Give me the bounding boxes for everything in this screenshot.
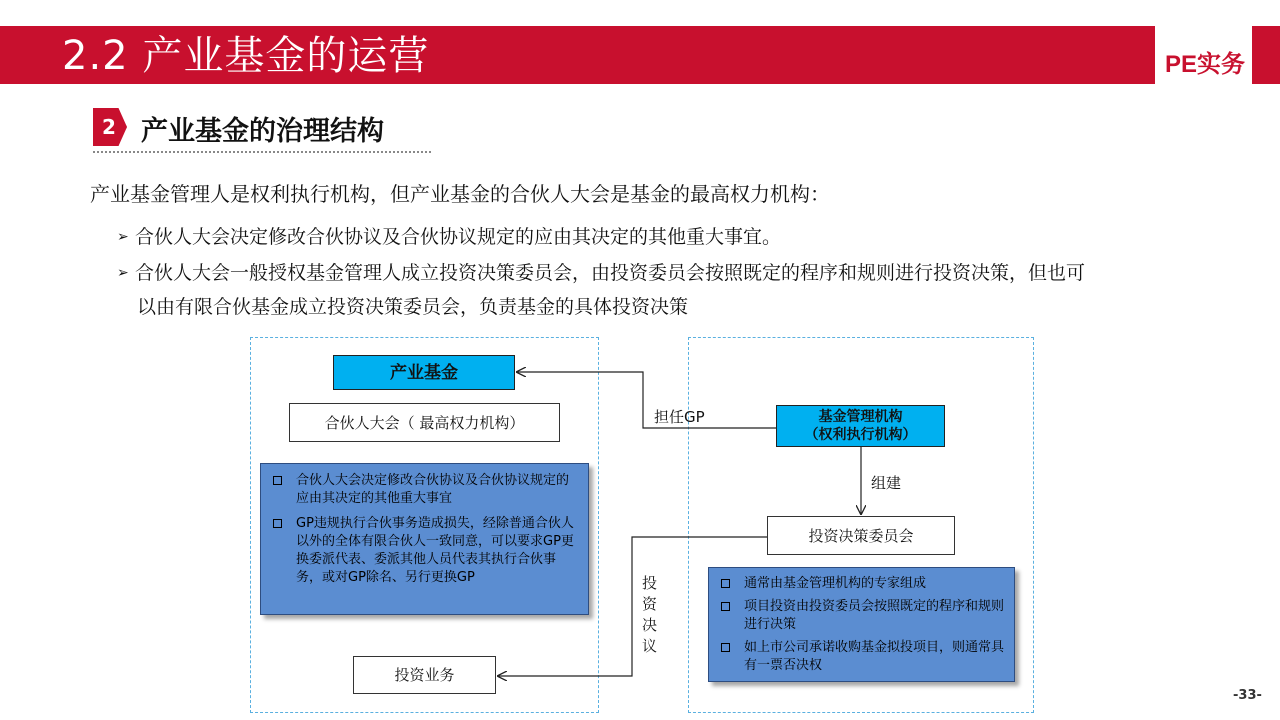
fund-manager-role: （权利执行机构） <box>804 427 917 443</box>
bullet-text: 合伙人大会决定修改合伙协议及合伙协议规定的应由其决定的其他重大事宜。 <box>135 226 782 248</box>
serve-gp-label: 担任GP <box>654 408 705 426</box>
bullet-item <box>117 222 781 252</box>
committee-notes <box>708 567 1015 682</box>
fund-manager-box <box>776 405 945 447</box>
bullet-text: 合伙人大会一般授权基金管理人成立投资决策委员会，由投资委员会按照既定的程序和规则进行投资决策，但也可 <box>135 262 1086 284</box>
note-item <box>271 515 578 587</box>
checkbox-bullet-icon <box>721 643 730 652</box>
note-text: 项目投资由投资委员会按照既定的程序和规则进行决策 <box>744 599 1005 632</box>
brand-logo: PE实务 <box>1165 51 1246 78</box>
section-title: 产业基金的治理结构 <box>141 116 384 147</box>
fund-manager-name: 基金管理机构 <box>818 409 903 425</box>
note-item <box>719 598 1004 634</box>
note-item <box>719 639 1004 675</box>
bullet-item <box>117 258 1217 288</box>
note-item <box>271 472 578 508</box>
intro-paragraph: 产业基金管理人是权利执行机构，但产业基金的合伙人大会是基金的最高权力机构： <box>90 182 830 206</box>
page-number: -33- <box>1233 688 1262 703</box>
title-bar-right-strip <box>1252 26 1280 84</box>
arrow-bullet-icon: ➢ <box>117 229 129 245</box>
note-text: GP违规执行合伙事务造成损失，经除普通合伙人以外的全体有限合伙人一致同意，可以要求GP更换委派代表、委派其他人员代表其执行合伙事务，或对GP除名、另行更换GP <box>296 516 574 585</box>
checkbox-bullet-icon <box>721 579 730 588</box>
industry-fund-box: 产业基金 <box>333 355 515 390</box>
checkbox-bullet-icon <box>721 602 730 611</box>
note-item <box>719 575 1004 593</box>
bullet-text-continuation: 以由有限合伙基金成立投资决策委员会，负责基金的具体投资决策 <box>137 296 689 318</box>
section-number: 2 <box>102 115 116 139</box>
note-text: 如上市公司承诺收购基金拟投项目，则通常具有一票否决权 <box>744 640 1005 673</box>
section-underline <box>93 151 431 153</box>
arrow-bullet-icon: ➢ <box>117 265 129 281</box>
partners-meeting-notes <box>260 463 589 615</box>
investment-business-box: 投资业务 <box>353 656 496 694</box>
investment-decision-label: 投资决议 <box>642 574 658 655</box>
note-text: 合伙人大会决定修改合伙协议及合伙协议规定的应由其决定的其他重大事宜 <box>296 473 570 506</box>
partners-meeting-box: 合伙人大会（ 最高权力机构） <box>289 403 560 442</box>
investment-committee-box: 投资决策委员会 <box>767 516 955 555</box>
page-title: 2.2 产业基金的运营 <box>62 33 430 79</box>
note-text: 通常由基金管理机构的专家组成 <box>744 576 927 591</box>
build-label: 组建 <box>871 474 902 492</box>
checkbox-bullet-icon <box>273 519 282 528</box>
checkbox-bullet-icon <box>273 476 282 485</box>
